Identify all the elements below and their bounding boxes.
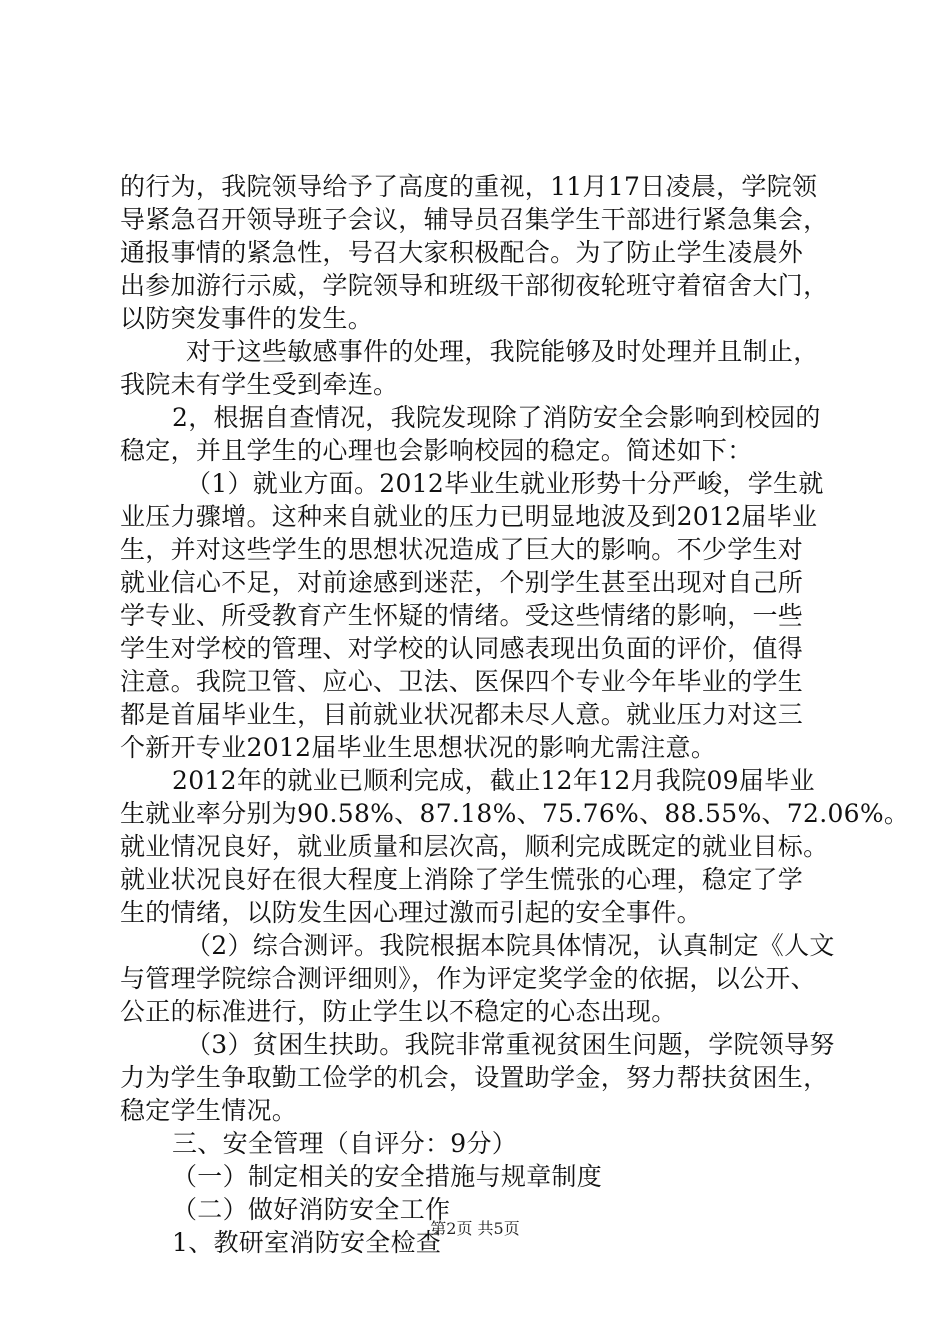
- text-line: 出参加游行示威，学院领导和班级干部彻夜轮班守着宿舍大门，: [120, 271, 829, 300]
- text-line: 稳定学生情况。: [120, 1096, 298, 1125]
- text-line: 三、安全管理（自评分：9分）: [172, 1129, 518, 1158]
- text-line: 以防突发事件的发生。: [120, 304, 374, 333]
- text-line: 注意。我院卫管、应心、卫法、医保四个专业今年毕业的学生: [120, 667, 804, 696]
- text-line: 2，根据自查情况，我院发现除了消防安全会影响到校园的: [172, 403, 821, 432]
- text-line: 学生对学校的管理、对学校的认同感表现出负面的评价，值得: [120, 634, 804, 663]
- text-line: （2）综合测评。我院根据本院具体情况，认真制定《人文: [186, 931, 835, 960]
- text-line: 就业情况良好，就业质量和层次高，顺利完成既定的就业目标。: [120, 832, 829, 861]
- text-line: 生的情绪，以防发生因心理过激而引起的安全事件。: [120, 898, 702, 927]
- text-line: 对于这些敏感事件的处理，我院能够及时处理并且制止，: [186, 337, 819, 366]
- text-line: 就业状况良好在很大程度上消除了学生慌张的心理，稳定了学: [120, 865, 804, 894]
- text-line: 的行为，我院领导给予了高度的重视，11月17日凌晨，学院领: [120, 172, 818, 201]
- text-line: （二）做好消防安全工作: [172, 1195, 451, 1224]
- text-line: 通报事情的紧急性，号召大家积极配合。为了防止学生凌晨外: [120, 238, 804, 267]
- text-line: 与管理学院综合测评细则》，作为评定奖学金的依据，以公开、: [120, 964, 816, 993]
- text-line: 生，并对这些学生的思想状况造成了巨大的影响。不少学生对: [120, 535, 804, 564]
- text-line: （1）就业方面。2012毕业生就业形势十分严峻，学生就: [186, 469, 824, 498]
- text-line: 业压力骤增。这种来自就业的压力已明显地波及到2012届毕业: [120, 502, 818, 531]
- text-line: 学专业、所受教育产生怀疑的情绪。受这些情绪的影响，一些: [120, 601, 804, 630]
- text-line: （一）制定相关的安全措施与规章制度: [172, 1162, 603, 1191]
- text-line: 导紧急召开领导班子会议，辅导员召集学生干部进行紧急集会，: [120, 205, 829, 234]
- text-line: 生就业率分别为90.58%、87.18%、75.76%、88.55%、72.06%。: [120, 799, 910, 828]
- text-line: 1、教研室消防安全检查: [172, 1228, 442, 1257]
- text-line: 公正的标准进行，防止学生以不稳定的心态出现。: [120, 997, 677, 1026]
- text-line: 我院未有学生受到牵连。: [120, 370, 399, 399]
- text-line: 个新开专业2012届毕业生思想状况的影响尤需注意。: [120, 733, 717, 762]
- document-body: [120, 170, 910, 1259]
- page-footer: 第2页 共5页: [430, 1219, 520, 1238]
- text-line: 力为学生争取勤工俭学的机会，设置助学金，努力帮扶贫困生，: [120, 1063, 829, 1092]
- text-line: 2012年的就业已顺利完成，截止12年12月我院09届毕业: [172, 766, 815, 795]
- text-line: 都是首届毕业生，目前就业状况都未尽人意。就业压力对这三: [120, 700, 804, 729]
- text-line: 就业信心不足，对前途感到迷茫，个别学生甚至出现对自己所: [120, 568, 804, 597]
- text-line: 稳定，并且学生的心理也会影响校园的稳定。简述如下：: [120, 436, 753, 465]
- text-line: （3）贫困生扶助。我院非常重视贫困生问题，学院领导努: [186, 1030, 835, 1059]
